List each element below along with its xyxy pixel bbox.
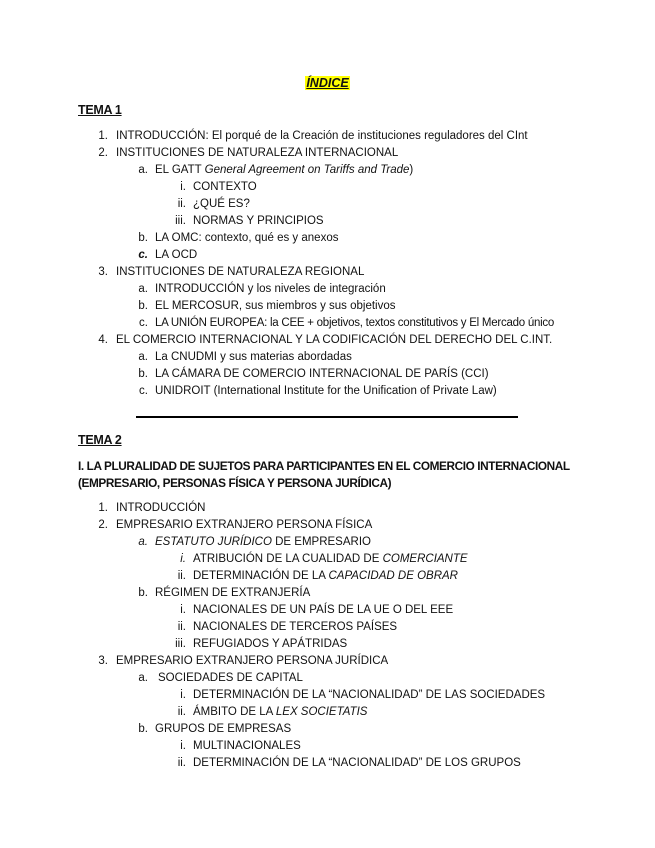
tema2-heading: TEMA 2 <box>78 433 122 447</box>
document-page: ÍNDICE TEMA 1 1. INTRODUCCIÓN: El porqué de la Creación de instituciones reguladores del CInt 2. INSTITUCIONES DE NATURALEZA INTERNACIONAL a. EL GATT General Agreement on Tariffs and Trade) i. CONTEXTO ii. ¿QUÉ ES? iii. NORMAS Y PRINCIPIOS b. LA OMC: contexto, qué es y anexos c. LA OCD 3. INSTITUCIONES DE NATURALEZA REGIONAL a. INTRODUCCIÓN y los niveles de integración b. EL MERCOSUR, sus miembros y sus objetivos c. LA UNIÓN EUROPEA: la CEE + objetivos, textos constitutivos y El Mercado único 4. EL COMERCIO INTERNACIONAL Y LA CODIFICACIÓN DEL DERECHO DEL C.INT. a. La CNUDMI y sus materias abordadas b. LA CÁMARA DE COMERCIO INTERNACIONAL DE PARÍS (CCI) c. UNIDROIT (International Institute for the Unification of Private Law) TEMA 2 I. LA PLURALIDAD DE SUJETOS PARA PARTICIPANTES EN EL COMERCIO INTERNACIONAL (EMPRESARIO, PERSONAS FÍSICA Y PERSONA JURÍDICA) 1. INTRODUCCIÓN 2. EMPRESARIO EXTRANJERO PERSONA FÍSICA a. ESTATUTO JURÍDICO DE EMPRESARIO i. ATRIBUCIÓN DE LA CUALIDAD DE COMERCIANTE ii. DETERMINACIÓN DE LA CAPACIDAD DE OBRAR b. RÉGIMEN DE EXTRANJERÍA i. NACIONALES DE UN PAÍS DE LA UE O DEL EEE ii. NACIONALES DE TERCEROS PAÍSES iii. REFUGIADOS Y APÁTRIDAS 3. EMPRESARIO EXTRANJERO PERSONA JURÍDICA a. SOCIEDADES DE CAPITAL i. DETERMINACIÓN DE LA “NACIONALIDAD” DE LAS SOCIEDADES ii. ÁMBITO DE LA LEX SOCIETATIS b. GRUPOS DE EMPRESAS i. MULTINACIONALES ii. DETERMINACIÓN DE LA “NACIONALIDAD” DE LOS GRUPOS <box>0 0 655 848</box>
page-title: ÍNDICE <box>306 76 349 90</box>
tema1-heading: TEMA 1 <box>78 103 122 117</box>
section-divider <box>136 416 518 418</box>
section-heading: I. LA PLURALIDAD DE SUJETOS PARA PARTICIPANTES EN EL COMERCIO INTERNACIONAL (EMPRESARIO, PERSONAS FÍSICA Y PERSONA JURÍDICA) <box>78 459 570 490</box>
